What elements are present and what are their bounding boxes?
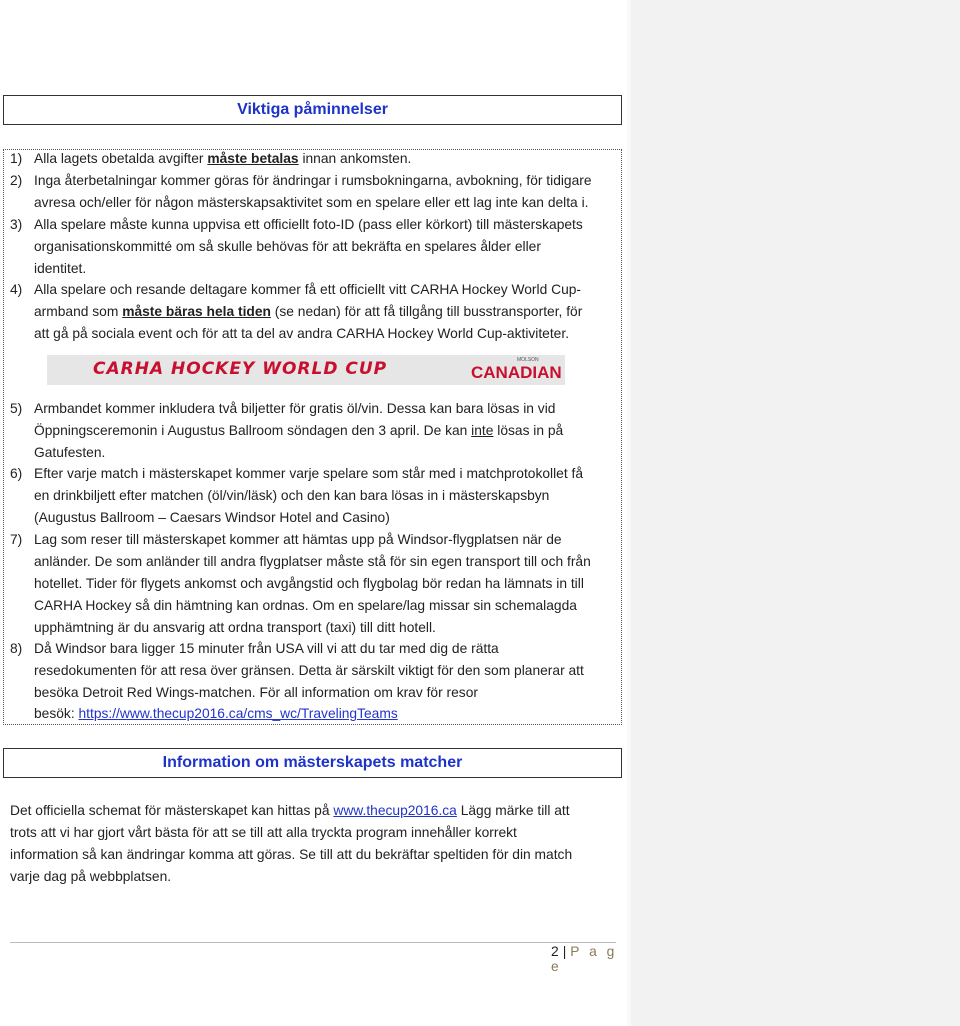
- item-1-text: Alla lagets obetalda avgifter måste betalas innan ankomsten.: [34, 151, 412, 166]
- item-4-line: Alla spelare och resande deltagare kommer få ett officiellt vitt CARHA Hockey World Cup-: [34, 282, 582, 297]
- item-2-line: Inga återbetalningar kommer göras för ändringar i rumsbokningarna, avbokning, för tidigare: [34, 173, 592, 188]
- item-number: 8): [10, 641, 23, 656]
- item-7-line: hotellet. Tider för flygets ankomst och avgångstid och flygbolag bör redan ha lämnats in till: [34, 576, 584, 591]
- item-number: 3): [10, 217, 23, 232]
- page-footer: [551, 944, 627, 974]
- item-6-line: en drinkbiljett efter matchen (öl/vin/läsk) och den kan bara lösas in i mästerskapsbyn: [34, 488, 550, 503]
- page-word: P a g e: [551, 944, 618, 974]
- page-number: 2: [551, 944, 559, 959]
- matches-title: Information om mästerskapets matcher: [162, 754, 463, 771]
- item-number: 6): [10, 466, 23, 481]
- item-number: 5): [10, 401, 23, 416]
- item-5-line: Gatufesten.: [34, 445, 106, 460]
- item-8-line: Då Windsor bara ligger 15 minuter från USA vill vi att du tar med dig de rätta: [34, 641, 499, 656]
- matches-paragraph-line: varje dag på webbplatsen.: [10, 869, 172, 884]
- item-2-line: avresa och/eller för någon mästerskapsaktivitet som en spelare eller ett lag inte kan delta i.: [34, 195, 589, 210]
- matches-heading-box: [3, 748, 622, 778]
- item-7-line: Lag som reser till mästerskapet kommer att hämtas upp på Windsor-flygplatsen när de: [34, 532, 562, 547]
- item-5-line: Öppningsceremonin i Augustus Ballroom söndagen den 3 april. De kan inte lösas in på: [34, 423, 564, 438]
- carha-logo-text: CARHA HOCKEY WORLD CUP: [93, 359, 388, 379]
- item-3-line: identitet.: [34, 261, 87, 276]
- reminders-heading-box: [3, 95, 622, 125]
- matches-paragraph-line: information så kan ändringar komma att göras. Se till att du bekräftar speltiden för din match: [10, 847, 573, 862]
- footer-divider: [10, 942, 616, 943]
- comment-margin-pane: [627, 0, 960, 1026]
- carha-banner-image: [47, 355, 565, 385]
- item-3-line: Alla spelare måste kunna uppvisa ett officiellt foto-ID (pass eller körkort) till mästerskapets: [34, 217, 583, 232]
- matches-paragraph-line: Det officiella schemat för mästerskapet kan hittas på www.thecup2016.ca Lägg märke till att: [10, 803, 570, 818]
- item-4-line: armband som måste bäras hela tiden (se nedan) för att få tillgång till busstransporter, för: [34, 304, 583, 319]
- item-number: 1): [10, 151, 23, 166]
- matches-paragraph-line: trots att vi har gjort vårt bästa för att se till att alla tryckta program innehåller korrekt: [10, 825, 517, 840]
- item-8-line: besöka Detroit Red Wings-matchen. För all information om krav för resor: [34, 685, 478, 700]
- traveling-teams-link[interactable]: https://www.thecup2016.ca/cms_wc/TravelingTeams: [78, 706, 398, 721]
- item-number: 4): [10, 282, 23, 297]
- item-7-line: upphämtning är du ansvarig att ordna transport (taxi) till ditt hotell.: [34, 620, 436, 635]
- item-6-line: Efter varje match i mästerskapet kommer varje spelare som står med i matchprotokollet få: [34, 466, 584, 481]
- item-7-line: anländer. De som anländer till andra flygplatser måste stå för sin egen transport till och från: [34, 554, 591, 569]
- item-8-line: resedokumenten för att resa över gränsen. Detta är särskilt viktigt för den som planerar att: [34, 663, 584, 678]
- item-5-line: Armbandet kommer inkludera två biljetter för gratis öl/vin. Dessa kan bara lösas in vid: [34, 401, 556, 416]
- page-separator: |: [562, 944, 567, 959]
- item-number: 7): [10, 532, 23, 547]
- thecup-link[interactable]: www.thecup2016.ca: [333, 803, 457, 818]
- item-3-line: organisationskommitté om så skulle behövas för att bekräfta en spelares ålder eller: [34, 239, 541, 254]
- item-7-line: CARHA Hockey så din hämtning kan ordnas. Om en spelare/lag missar sin schemalagda: [34, 598, 577, 613]
- reminders-title: Viktiga påminnelser: [237, 101, 388, 118]
- item-6-line: (Augustus Ballroom – Caesars Windsor Hotel and Casino): [34, 510, 390, 525]
- molson-text: MOLSON: [517, 357, 539, 363]
- item-number: 2): [10, 173, 23, 188]
- comment-pane-edge: [627, 0, 631, 1026]
- item-8-line: besök: https://www.thecup2016.ca/cms_wc/TravelingTeams: [34, 706, 398, 721]
- canadian-logo-text: CANADIAN: [471, 363, 562, 382]
- item-4-line: att gå på sociala event och för att ta del av andra CARHA Hockey World Cup-aktiviteter.: [34, 326, 570, 341]
